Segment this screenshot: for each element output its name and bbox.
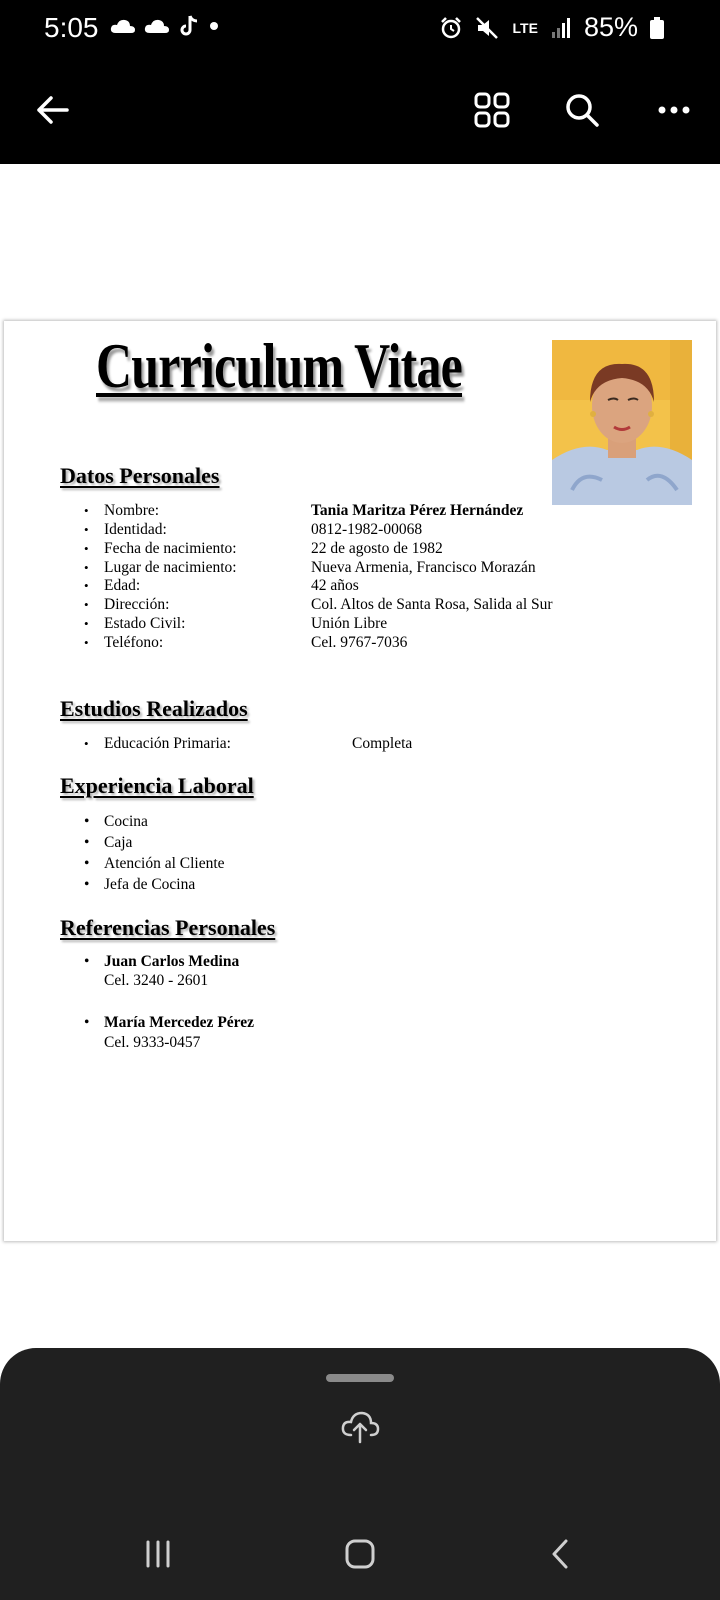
bottom-sheet <box>0 1348 720 1600</box>
back-icon <box>548 1538 572 1570</box>
study-label: Educación Primaria: <box>104 735 231 752</box>
more-options-icon <box>657 105 691 115</box>
experience-item: • Caja <box>84 834 133 851</box>
tiktok-icon <box>178 14 200 38</box>
experience-item-label: Caja <box>104 834 133 851</box>
grid-view-button[interactable] <box>468 86 516 134</box>
study-value: Completa <box>352 735 413 752</box>
field-label: Teléfono: <box>104 634 164 651</box>
home-icon <box>344 1538 376 1570</box>
reference-item: • Juan Carlos Medina <box>84 953 240 970</box>
status-left-icons <box>110 14 220 38</box>
reference-item: • María Mercedez Pérez <box>84 1014 255 1031</box>
nav-back-button[interactable] <box>530 1530 590 1578</box>
field-value: Unión Libre <box>311 615 388 632</box>
field-label: Nombre: <box>104 502 160 519</box>
field-label: Fecha de nacimiento: <box>104 540 237 557</box>
field-label: Dirección: <box>104 596 170 613</box>
personal-field-birthplace: • Lugar de nacimiento: Nueva Armenia, Francisco Morazán <box>84 559 536 576</box>
field-label: Lugar de nacimiento: <box>104 559 237 576</box>
status-time: 5:05 <box>44 12 99 43</box>
reference-name: Juan Carlos Medina <box>104 953 240 970</box>
battery-level: 85% <box>583 12 638 42</box>
battery-icon <box>650 17 664 39</box>
personal-field-phone: • Teléfono: Cel. 9767-7036 <box>84 634 408 651</box>
personal-field-age: • Edad: 42 años <box>84 577 359 594</box>
recents-icon <box>143 1539 173 1569</box>
experience-item-label: Cocina <box>104 813 148 830</box>
personal-field-id: • Identidad: 0812-1982-00068 <box>84 521 423 538</box>
search-button[interactable] <box>558 86 606 134</box>
experience-item: • Jefa de Cocina <box>84 876 196 893</box>
grid-view-icon <box>474 92 510 128</box>
studies-item: • Educación Primaria: Completa <box>84 735 413 752</box>
reference-name: María Mercedez Pérez <box>104 1014 255 1031</box>
field-value: Cel. 9767-7036 <box>311 634 408 651</box>
section-heading-experience: Experiencia Laboral <box>60 773 254 798</box>
more-options-button[interactable] <box>650 86 698 134</box>
back-arrow-icon <box>35 95 69 125</box>
field-label: Edad: <box>104 577 141 594</box>
field-label: Estado Civil: <box>104 615 186 632</box>
profile-photo <box>552 340 692 505</box>
field-label: Identidad: <box>104 521 167 538</box>
document-page[interactable] <box>4 321 716 1241</box>
cloud-upload-icon <box>340 1408 380 1444</box>
field-value: Nueva Armenia, Francisco Morazán <box>311 559 536 576</box>
field-value: 42 años <box>311 577 359 594</box>
upload-button[interactable] <box>336 1402 384 1450</box>
personal-field-name: • Nombre: Tania Maritza Pérez Hernández <box>84 502 524 519</box>
experience-item: • Cocina <box>84 813 148 830</box>
dot-icon <box>208 20 220 32</box>
sheet-drag-handle[interactable] <box>326 1374 394 1382</box>
field-value: 0812-1982-00068 <box>311 521 423 538</box>
back-button[interactable] <box>28 86 76 134</box>
status-right <box>439 12 664 43</box>
lte-label: LTE <box>512 19 538 36</box>
cloud-icon <box>144 18 170 34</box>
personal-field-civil-status: • Estado Civil: Unión Libre <box>84 615 388 632</box>
section-heading-references: Referencias Personales <box>60 915 276 940</box>
home-button[interactable] <box>330 1530 390 1578</box>
field-value: 22 de agosto de 1982 <box>311 540 443 557</box>
alarm-icon <box>439 16 463 40</box>
document-title: Curriculum Vitae <box>96 330 463 401</box>
experience-item: • Atención al Cliente <box>84 855 225 872</box>
personal-field-address: • Dirección: Col. Altos de Santa Rosa, Salida al Sur <box>84 596 553 613</box>
reference-phone: Cel. 9333-0457 <box>104 1034 201 1051</box>
top-bar <box>0 0 720 164</box>
recents-button[interactable] <box>128 1530 188 1578</box>
experience-item-label: Atención al Cliente <box>104 855 225 872</box>
signal-icon <box>550 17 572 39</box>
field-value: Col. Altos de Santa Rosa, Salida al Sur <box>311 596 553 613</box>
experience-item-label: Jefa de Cocina <box>104 876 196 893</box>
cloud-icon <box>110 18 136 34</box>
section-heading-personal: Datos Personales <box>60 463 220 488</box>
personal-field-birthdate: • Fecha de nacimiento: 22 de agosto de 1982 <box>84 540 443 557</box>
section-heading-studies: Estudios Realizados <box>60 696 248 721</box>
mute-icon <box>475 16 501 40</box>
reference-phone: Cel. 3240 - 2601 <box>104 972 209 989</box>
search-icon <box>564 92 600 128</box>
field-value: Tania Maritza Pérez Hernández <box>311 502 524 519</box>
